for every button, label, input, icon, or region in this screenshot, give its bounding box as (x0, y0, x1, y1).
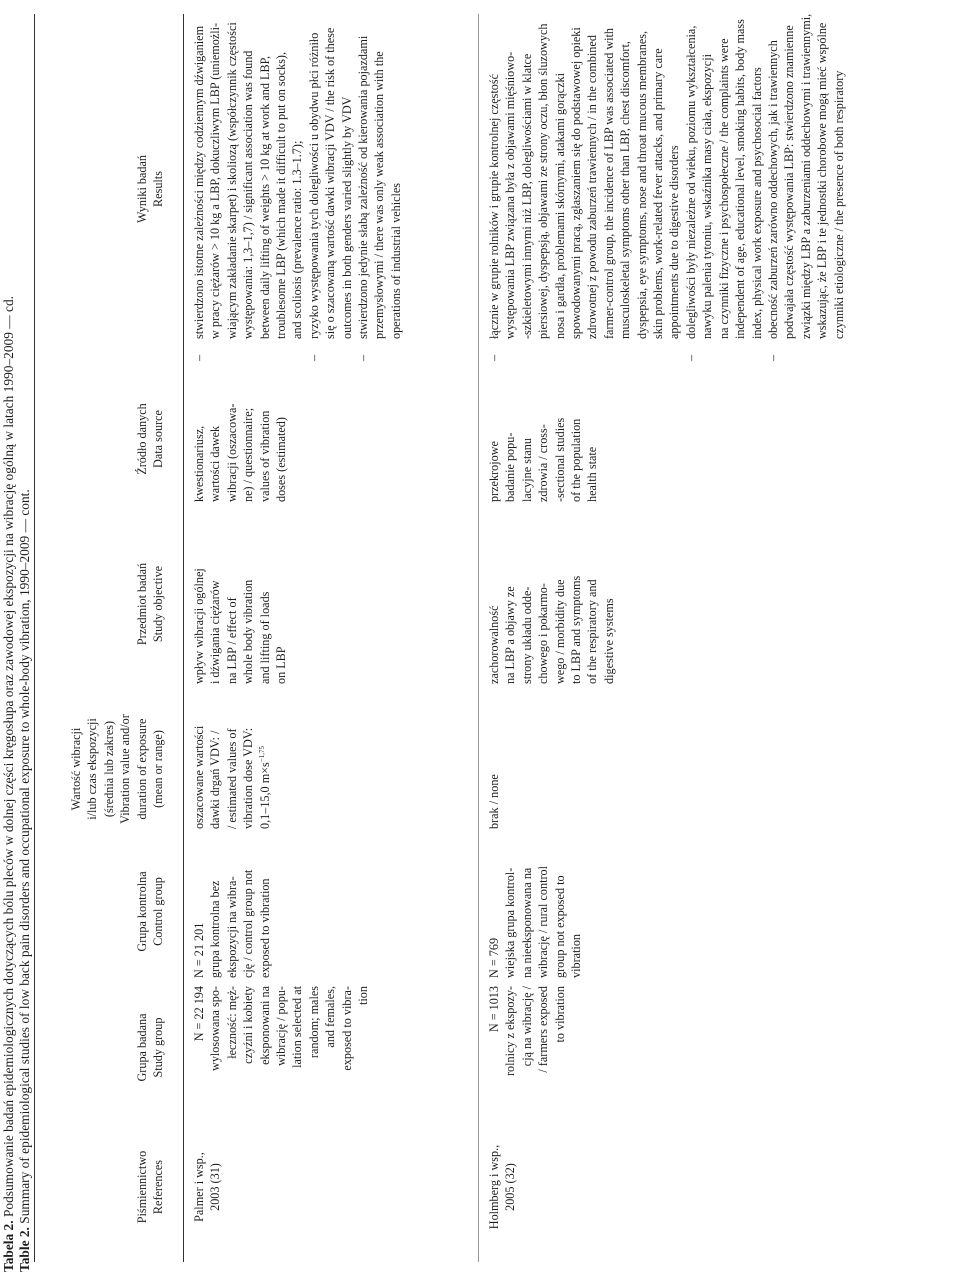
row2-result-line: – obecność zaburzeń zarówno oddechowych, jak i trawiennych (765, 40, 780, 339)
header-results-pl: Wyniki badań (135, 155, 149, 223)
row1-study-group-line: tion (356, 986, 371, 1005)
row1-result-item (191, 11, 306, 361)
row2-objective-line: strony układu odde- (519, 586, 534, 684)
row2-result-line: skin problems, work-related fever attacks, and primary care (651, 48, 666, 339)
row2-control-group-line: vibration (569, 933, 584, 978)
row1-control-group (191, 838, 273, 978)
row1-exposure-value (257, 697, 273, 829)
row2-objective-line: zachorowalność (487, 605, 501, 684)
row2-objective-line: chowego i pokarmo- (536, 583, 551, 684)
row2-result-line: nosa i gardła, problemami skórnymi, atakami gorączki (552, 72, 567, 339)
row2-source-line: health state (585, 446, 600, 502)
caption-pl-text: Podsumowanie badań epidemiologicznych dotyczących bólu pleców w dolnej części kręgosłupa oraz zawodowej ekspozycji na wibrację ogólną w latach 1990–2009 — cd. (1, 295, 16, 1218)
row1-exposure-value-text: 0,1–15,0 m×s (257, 762, 272, 829)
header-exposure-line: Wartość wibracji (69, 727, 83, 811)
row2-reference-line: 2005 (32) (503, 1163, 518, 1211)
row1-results (191, 11, 404, 361)
header-references (134, 1112, 167, 1262)
header-exposure-line: duration of exposure (134, 718, 149, 820)
row2-result-line: piersiowej, dyspepsją, objawami ze strony oczu, błon śluzowych (536, 23, 551, 339)
row2-result-line: czynniki etiologiczne / the presence of both respiratory (831, 70, 846, 339)
row1-reference (191, 1112, 224, 1262)
row2-exposure-line: brak / none (487, 774, 501, 829)
row1-result-item (355, 11, 404, 361)
row2-source-line: lacyjne stanu (519, 438, 534, 502)
header-exposure-line: Vibration value and/or (118, 714, 133, 824)
header-exposure-line: i/lub czas ekspozycji (85, 718, 100, 820)
row1-result-line: występowania: 1,3–1,7) / significant association was found (241, 50, 256, 339)
row2-result-line: – łącznie w grupie rolników i grupie kontrolnej częstość (487, 74, 501, 339)
row1-exposure-line: dawki drgań VDV: / (208, 730, 223, 829)
row2-objective (486, 514, 617, 684)
row1-result-line: between daily lifting of weights > 10 kg at work and LBP, (257, 55, 272, 339)
row1-study-group (191, 986, 371, 1114)
row1-study-group-line: wibrację / popu- (274, 986, 289, 1066)
row2-result-line: związki między LBP a zaburzeniami oddechowymi i trawiennymi, (798, 13, 813, 339)
row1-result-line: and scoliosis (prevalence ratio: 1.3–1.7); (290, 140, 305, 339)
row2-result-line: -szkieletowymi innymi niż LBP, dolegliwościami w klatce (519, 53, 534, 339)
row1-study-group-line: eksponowani na (257, 986, 272, 1065)
header-source-pl: Źródło danych (135, 403, 149, 475)
header-study-group (134, 984, 167, 1111)
header-exposure-line: (średnia lub zakres) (101, 720, 116, 818)
row1-source (191, 362, 289, 502)
row2-study-group-line: cją na wibrację / (519, 986, 534, 1067)
row1-objective-line: and lifting of loads (257, 591, 272, 684)
row2-objective-line: to LBP and symptoms (569, 575, 584, 684)
header-source-en: Data source (151, 410, 166, 468)
row1-objective-line: whole body vibration (241, 579, 256, 684)
row2-source-line: badanie popu- (503, 432, 518, 502)
row2-control-group-line: na nieeksponowana na (519, 867, 534, 978)
row1-objective (191, 514, 289, 684)
row2-result-line: dyspepsia, eye symptoms, nose and throat mucous membranes, (634, 30, 649, 339)
row1-result-line: operations of industrial vehicles (388, 182, 403, 339)
row2-control-group (486, 838, 584, 978)
row2-results (486, 11, 847, 361)
row2-reference-line: Holmberg i wsp., (487, 1144, 501, 1230)
row2-source (486, 362, 601, 502)
row1-study-group-line: czyźni i kobiety (241, 986, 256, 1064)
row2-result-line: nawyku palenia tytoniu, wskaźnika masy ciała, ekspozycji (700, 54, 715, 339)
header-results (134, 14, 167, 364)
header-study-group-pl: Grupa badana (135, 1013, 149, 1082)
row2-result-line: podwajała częstość występowania LBP: stwierdzono znamienne (782, 25, 797, 339)
row1-result-line: się o szacowaną wartość dawki wibracji VDV / the risk of these (323, 27, 338, 339)
row2-result-line: independent of age, educational level, smoking habits, body mass (733, 19, 748, 339)
row1-result-line: outcomes in both genders varied slightly by VDV (339, 96, 354, 339)
header-control-group-en: Control group (151, 877, 166, 946)
row2-result-line: zdrowotnej z powodu zaburzeń trawiennych / in the combined (585, 35, 600, 339)
row2-result-item (683, 11, 765, 361)
row1-source-line: wibracji (oszacowa- (224, 403, 239, 502)
row1-control-group-line: exposed to vibration (257, 878, 272, 978)
row1-source-line: doses (estimated) (274, 417, 289, 502)
row2-exposure (486, 697, 502, 829)
header-bottom-rule (183, 14, 184, 1262)
row1-result-item (306, 11, 355, 361)
row1-exposure (191, 697, 273, 829)
row2-result-line: na czynniki fizyczne i psychospołeczne / the complaints were (716, 38, 731, 339)
row1-source-line: kwestionariusz, (192, 425, 206, 502)
row2-study-group-line: N = 1013 (487, 986, 501, 1033)
row2-objective-line: of the respiratory and (585, 579, 600, 684)
row2-source-line: zdrowia / cross- (536, 424, 551, 502)
row1-source-line: wartości dawek (208, 425, 223, 502)
row2-study-group-line: / farmers exposed (536, 986, 551, 1073)
row2-result-line: wskazując, że LBP i te jednostki chorobowe mogą mieć wspólne (815, 22, 830, 339)
row2-study-group-line: rolnicy z ekspozy- (503, 986, 518, 1077)
row2-result-item (765, 11, 847, 361)
row1-result-line: – stwierdzono jedynie słabą zależność od kierowania pojazdami (356, 35, 371, 339)
row2-result-line: index, physical work exposure and psychosocial factors (749, 67, 764, 339)
header-exposure (68, 699, 166, 839)
row2-objective-line: digestive systems (601, 598, 616, 684)
header-objective-en: Study objective (151, 565, 166, 643)
row1-reference-line: Palmer i wsp., (192, 1152, 206, 1222)
header-objective-pl: Przedmiot badań (135, 562, 149, 646)
row1-exposure-unit-exponent: −1,75 (257, 745, 266, 763)
header-control-group (134, 839, 167, 984)
row1-control-group-line: grupa kontrolna bez (208, 880, 223, 978)
table-caption (1, 10, 32, 1272)
row-separator-rule (478, 14, 479, 1262)
row1-control-group-line: cję / control group not (241, 869, 256, 978)
row2-result-line: appointments due to digestive disorders (667, 145, 682, 339)
row1-study-group-line: N = 22 194 (192, 986, 206, 1042)
caption-pl (1, 10, 17, 1272)
header-objective (134, 514, 167, 694)
row2-result-line: farmer-control group, the incidence of LBP was associated with (601, 27, 616, 339)
row1-exposure-line: oszacowane wartości (192, 725, 206, 829)
row2-control-group-line: wiejska grupa kontrol- (503, 867, 518, 978)
row1-reference-line: 2003 (31) (208, 1163, 223, 1211)
row1-result-line: w pracy ciężarów > 10 kg a LBP, dokuczliwym LBP (uniemożli- (208, 22, 223, 339)
row1-control-group-line: N = 21 201 (192, 922, 206, 978)
row1-result-line: – ryzyko występowania tych dolegliwości u obydwu płci różniło (306, 32, 321, 339)
header-exposure-line: (mean or range) (151, 730, 166, 808)
header-references-en: References (151, 1159, 166, 1215)
caption-en (17, 10, 33, 1272)
row1-exposure-line: vibration dose VDV: (241, 727, 256, 829)
row2-control-group-line: N = 769 (487, 937, 501, 978)
caption-pl-label: Tabela 2. (1, 1220, 16, 1272)
row1-objective-line: wpływ wibracji ogólnej (192, 568, 206, 684)
row2-result-line: – dolegliwości były niezależne od wieku, poziomu wykształcenia, (683, 25, 698, 339)
row1-study-group-line: and females, (323, 986, 338, 1048)
row1-exposure-line: / estimated values of (224, 728, 239, 829)
header-source (134, 364, 167, 514)
row2-result-line: występowania LBP związana była z objawami mięśniowo- (503, 51, 518, 339)
row1-study-group-line: random; males (306, 986, 321, 1059)
row1-result-line: troublesome LBP (which made it difficult to put on socks), (274, 51, 289, 339)
header-references-pl: Piśmiennictwo (135, 1150, 149, 1224)
row1-study-group-line: wylosowana spo- (208, 986, 223, 1071)
row2-objective-line: wego / morbidity due (552, 579, 567, 684)
caption-en-text: Summary of epidemiological studies of low back pain disorders and occupational exposure to whole-body vibration, 1990–2009 — cont. (16, 489, 32, 1224)
row2-source-line: przekrojowe (487, 441, 501, 502)
row1-source-line: ne) / questionnaire; (241, 407, 256, 502)
header-control-group-pl: Grupa kontrolna (135, 871, 149, 952)
row2-result-line: musculoskeletal symptoms other than LBP, chest discomfort, (618, 41, 633, 339)
row2-control-group-line: group not exposed to (552, 875, 567, 978)
table-top-rule (34, 14, 35, 1262)
row1-study-group-line: łeczność: męż- (224, 986, 239, 1059)
row2-source-line: of the population (569, 418, 584, 502)
row1-objective-line: i dźwigania ciężarów (208, 580, 223, 684)
caption-en-label: Table 2. (16, 1227, 32, 1272)
row1-study-group-line: lation selected at (290, 986, 305, 1068)
row1-objective-line: on LBP (274, 646, 289, 684)
header-results-en: Results (151, 171, 166, 207)
row2-study-group-line: to vibration (552, 986, 567, 1043)
header-study-group-en: Study group (151, 1017, 166, 1078)
row1-result-line: wiającym zakładanie skarpet) i skoliozą (współczynnik częstości (224, 22, 239, 339)
row1-objective-line: na LBP / effect of (224, 597, 239, 684)
row2-source-line: -sectional studies (552, 417, 567, 502)
row2-reference (486, 1112, 519, 1262)
row2-study-group (486, 986, 568, 1114)
row2-result-item (486, 11, 683, 361)
row2-result-line: spowodowanymi pracą, zgłaszaniem się do podstawowej opieki (569, 27, 584, 339)
row1-control-group-line: ekspozycji na wibra- (224, 876, 239, 978)
row1-result-line: przemysłowymi / there was only weak association with the (372, 51, 387, 339)
row1-source-line: values of vibration (257, 410, 272, 502)
row1-result-line: – stwierdzono istotne zależności między codziennym dźwiganiem (192, 25, 206, 339)
row1-study-group-line: exposed to vibra- (339, 986, 354, 1071)
row2-control-group-line: wibrację / rural control (536, 865, 551, 978)
row2-objective-line: na LBP a objawy ze (503, 586, 518, 684)
